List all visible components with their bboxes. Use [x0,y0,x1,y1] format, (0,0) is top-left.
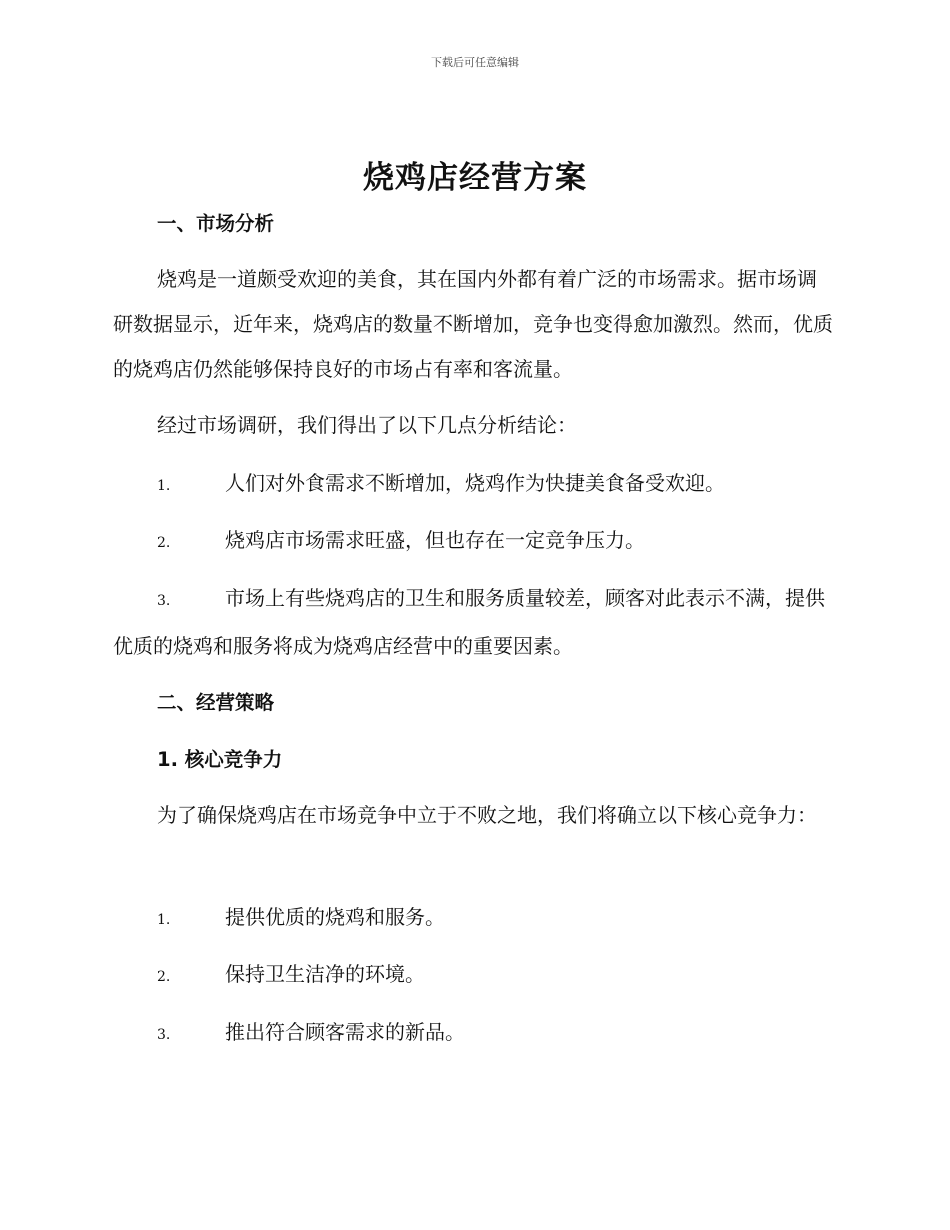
list-number: 2. [157,535,171,551]
paragraph-market-conclusion-intro: 经过市场调研，我们得出了以下几点分析结论： [157,413,577,437]
list-item [113,576,833,669]
header-note: 下载后可任意编辑 [431,56,519,69]
list-item [113,952,833,1000]
section-heading-business-strategy: 二、经营策略 [157,691,275,714]
list-text: 保持卫生洁净的环境。 [225,962,425,986]
list-number: 2. [157,969,171,985]
list-text: 提供优质的烧鸡和服务。 [225,905,445,929]
paragraph-market-intro: 烧鸡是一道颇受欢迎的美食，其在国内外都有着广泛的市场需求。据市场调研数据显示，近年来，烧鸡店的数量不断增加，竞争也变得愈加激烈。然而，优质的烧鸡店仍然能够保持良好的市场占有率和客流量。 [113,267,833,381]
list-number: 3. [157,593,171,609]
paragraph-core-competitiveness: 为了确保烧鸡店在市场竞争中立于不败之地，我们将确立以下核心竞争力： [157,803,817,827]
list-item [113,895,833,943]
list-item [113,1010,833,1058]
list-item [113,461,833,509]
list-text: 推出符合顾客需求的新品。 [225,1020,465,1044]
section-heading-market-analysis: 一、市场分析 [157,212,275,235]
list-number: 3. [157,1027,171,1043]
document-title: 烧鸡店经营方案 [363,160,587,196]
list-number: 1. [157,912,171,928]
list-item [113,518,833,566]
list-text: 人们对外食需求不断增加，烧鸡作为快捷美食备受欢迎。 [225,471,725,495]
list-text: 市场上有些烧鸡店的卫生和服务质量较差，顾客对此表示不满，提供优质的烧鸡和服务将成为烧鸡店经营中的重要因素。 [113,586,825,658]
list-number: 1. [157,478,171,494]
subsection-heading-core-competitiveness: 1. 核心竞争力 [157,748,283,771]
list-text: 烧鸡店市场需求旺盛，但也存在一定竞争压力。 [225,528,645,552]
